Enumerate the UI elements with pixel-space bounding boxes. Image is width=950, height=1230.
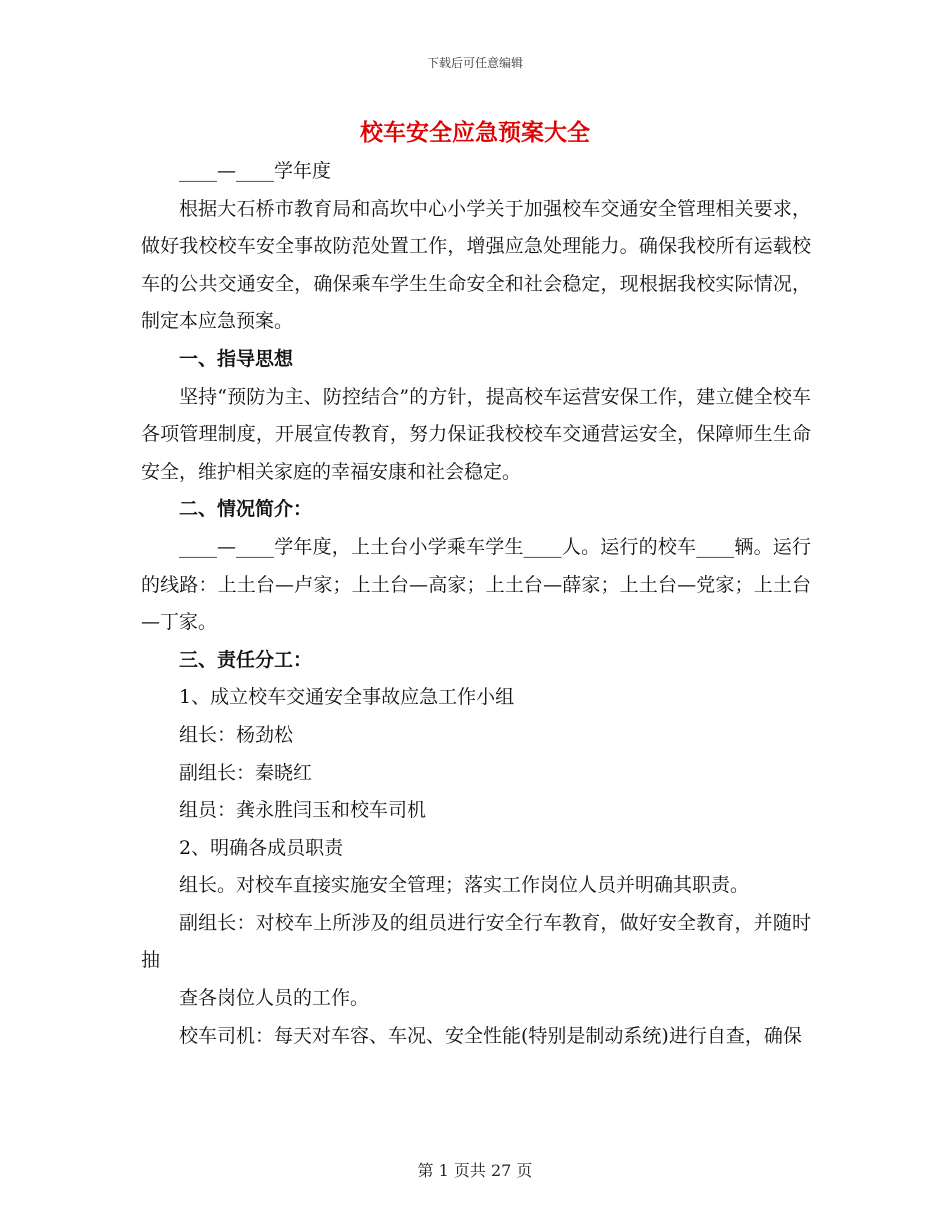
list-item: 组员：龚永胜闫玉和校车司机 — [179, 799, 427, 822]
document-title: 校车安全应急预案大全 — [360, 120, 590, 146]
page-footer: 第 1 页共 27 页 — [417, 1161, 533, 1180]
intro-paragraph: 根据大石桥市教育局和高坎中心小学关于加强校车交通安全管理相关要求，做好我校校车安全事故防范处置工作，增强应急处理能力。确保我校所有运载校车的公共交通安全，确保乘车学生生命安全和社会稳定，现根据我校实际情况，制定本应急预案。 — [141, 197, 811, 333]
duty-paragraph: 组长。对校车直接实施安全管理；落实工作岗位人员并明确其职责。 — [179, 874, 750, 897]
guiding-ideology-paragraph: 坚持“预防为主、防控结合”的方针，提高校车运营安保工作，建立健全校车各项管理制度，开展宣传教育，努力保证我校校车交通营运安全，保障师生生命安全，维护相关家庭的幸福安康和社会稳定。 — [141, 385, 811, 483]
document-body — [141, 153, 811, 1055]
page-header: 下载后可任意编辑 — [426, 56, 523, 70]
list-item: 副组长：秦晓红 — [179, 761, 313, 784]
section-heading-responsibilities: 三、责任分工： — [179, 648, 313, 671]
section-heading-overview: 二、情况简介： — [179, 498, 313, 521]
duty-paragraph: 查各岗位人员的工作。 — [179, 987, 370, 1010]
list-item: 2、明确各成员职责 — [179, 836, 344, 859]
section-heading-guiding-ideology: 一、指导思想 — [179, 347, 294, 370]
duty-paragraph: 副组长：对校车上所涉及的组员进行安全行车教育，做好安全教育，并随时抽 — [141, 911, 811, 972]
overview-paragraph: ____—____学年度，上土台小学乘车学生____人。运行的校车____辆。运行的线路：上土台—卢家；上土台—高家；上土台—薛家；上土台—党家；上土台—丁家。 — [141, 535, 811, 634]
list-item: 1、成立校车交通安全事故应急工作小组 — [179, 686, 515, 709]
duty-paragraph: 校车司机：每天对车容、车况、安全性能(特别是制动系统)进行自查，确保 — [179, 1024, 802, 1047]
list-item: 组长：杨劲松 — [179, 723, 294, 746]
school-year-line: ____—____学年度 — [179, 160, 332, 182]
